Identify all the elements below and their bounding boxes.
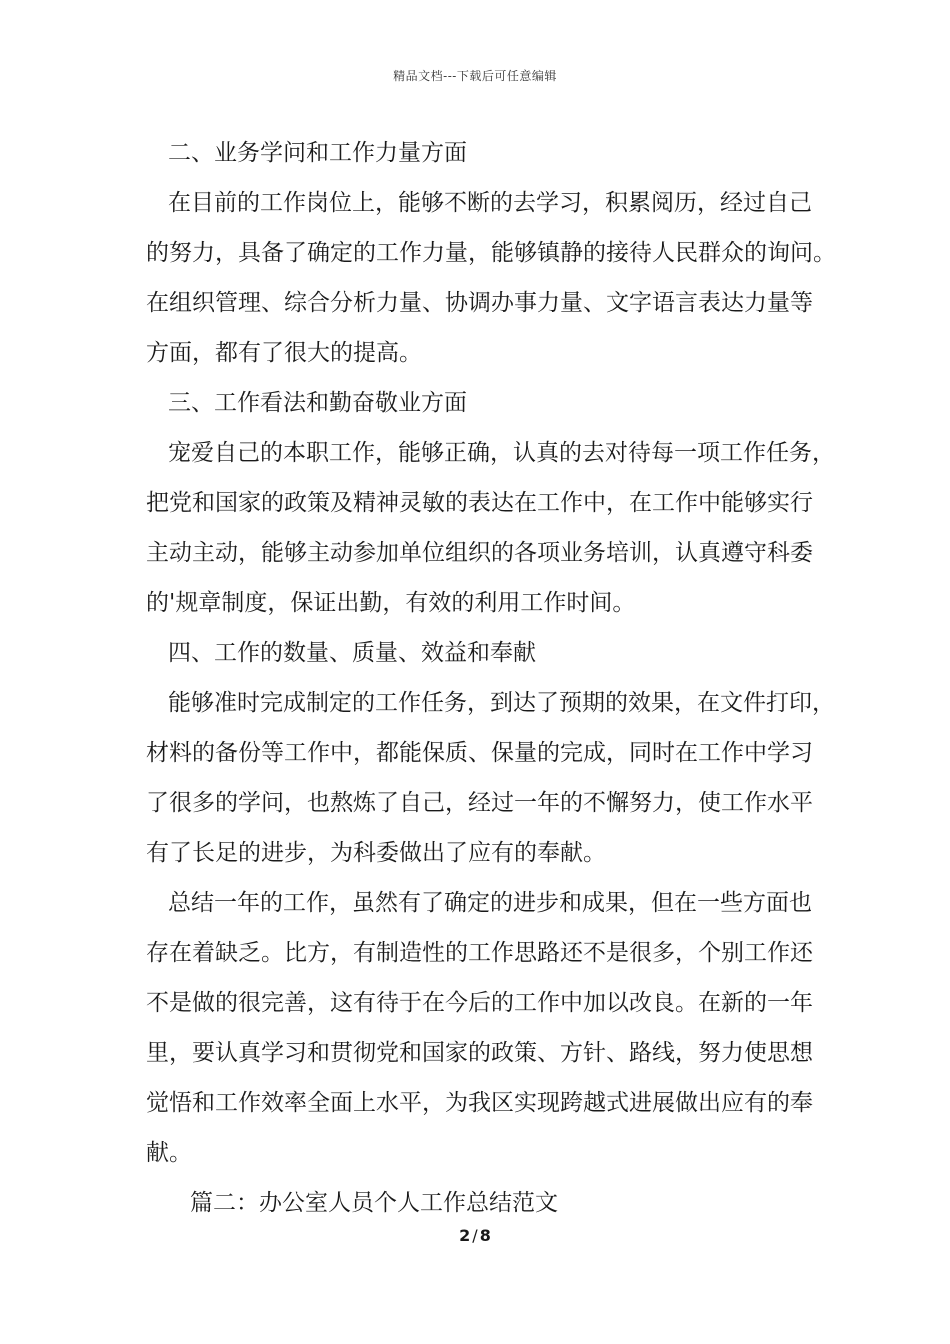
- document-body: [146, 128, 836, 1228]
- paragraph-line: 方面，都有了很大的提高。: [146, 340, 422, 366]
- paragraph-line: 里，要认真学习和贯彻党和国家的政策、方针、路线，努力使思想: [146, 1040, 813, 1066]
- page-separator: /: [472, 1226, 478, 1245]
- paragraph-line: 有了长足的进步，为科委做出了应有的奉献。: [146, 840, 606, 866]
- section-heading-business-knowledge: 二、业务学问和工作力量方面: [168, 140, 467, 166]
- paragraph-line: 觉悟和工作效率全面上水平，为我区实现跨越式进展做出应有的奉: [146, 1090, 813, 1116]
- section-heading-work-attitude: 三、工作看法和勤奋敬业方面: [168, 390, 467, 416]
- section-heading-work-quantity: 四、工作的数量、质量、效益和奉献: [168, 640, 536, 666]
- page-header: 精品文档---下载后可任意编辑: [393, 69, 557, 83]
- paragraph-line: 的努力，具备了确定的工作力量，能够镇静的接待人民群众的询问。: [146, 240, 836, 266]
- paragraph-line: 在组织管理、综合分析力量、协调办事力量、文字语言表达力量等: [146, 290, 813, 316]
- paragraph-line: 主动主动，能够主动参加单位组织的各项业务培训，认真遵守科委: [146, 540, 813, 566]
- page-current: 2: [459, 1226, 471, 1245]
- paragraph-line: 了很多的学问，也熬炼了自己，经过一年的不懈努力，使工作水平: [146, 790, 813, 816]
- paragraph-line: 在目前的工作岗位上，能够不断的去学习，积累阅历，经过自己: [168, 190, 812, 216]
- page-number: [0, 1226, 950, 1245]
- article-title-part-two: 篇二：办公室人员个人工作总结范文: [190, 1190, 558, 1216]
- paragraph-line: 能够准时完成制定的工作任务，到达了预期的效果，在文件打印，: [168, 690, 835, 716]
- paragraph-line: 把党和国家的政策及精神灵敏的表达在工作中，在工作中能够实行: [146, 490, 813, 516]
- page-total: 8: [479, 1226, 491, 1245]
- paragraph-line: 材料的备份等工作中，都能保质、保量的完成，同时在工作中学习: [146, 740, 813, 766]
- paragraph-line: 存在着缺乏。比方，有制造性的工作思路还不是很多，个别工作还: [146, 940, 813, 966]
- paragraph-line: 献。: [146, 1140, 192, 1166]
- paragraph-line: 的'规章制度，保证出勤，有效的利用工作时间。: [146, 590, 636, 616]
- paragraph-line: 宠爱自己的本职工作，能够正确，认真的去对待每一项工作任务，: [168, 440, 835, 466]
- paragraph-line: 总结一年的工作，虽然有了确定的进步和成果，但在一些方面也: [168, 890, 812, 916]
- paragraph-line: 不是做的很完善，这有待于在今后的工作中加以改良。在新的一年: [146, 990, 813, 1016]
